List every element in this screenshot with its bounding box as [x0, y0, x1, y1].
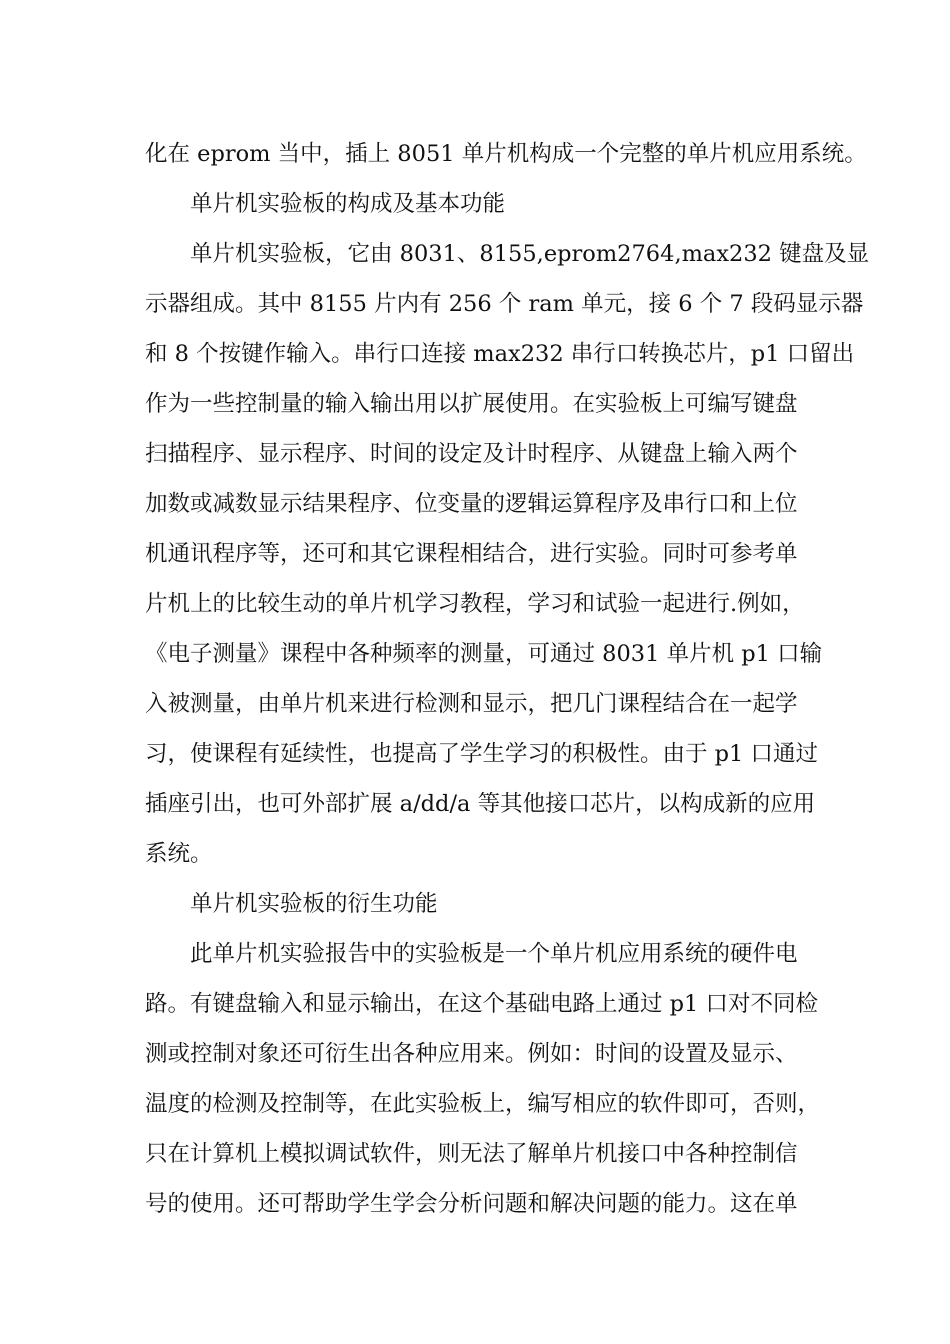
text-line: 只在计算机上模拟调试软件，则无法了解单片机接口中各种控制信	[145, 1141, 798, 1167]
text-line: 路。有键盘输入和显示输出，在这个基础电路上通过 p1 口对不同检	[145, 991, 819, 1017]
text-line: 习，使课程有延续性，也提高了学生学习的积极性。由于 p1 口通过	[145, 741, 819, 767]
text-line: 系统。	[145, 841, 213, 867]
paragraph-first-line: 单片机实验板，它由 8031、8155,eprom2764,max232 键盘及显	[190, 241, 870, 267]
text-line: 测或控制对象还可衍生出各种应用来。例如：时间的设置及显示、	[145, 1041, 798, 1067]
paragraph-first-line: 此单片机实验报告中的实验板是一个单片机应用系统的硬件电	[190, 941, 798, 967]
text-line: 号的使用。还可帮助学生学会分析问题和解决问题的能力。这在单	[145, 1191, 798, 1217]
text-line: 温度的检测及控制等，在此实验板上，编写相应的软件即可，否则，	[145, 1091, 821, 1117]
paragraph-first-line: 单片机实验板的构成及基本功能	[190, 191, 506, 217]
text-line: 机通讯程序等，还可和其它课程相结合，进行实验。同时可参考单	[145, 541, 798, 567]
text-line: 化在 eprom 当中，插上 8051 单片机构成一个完整的单片机应用系统。	[145, 141, 867, 167]
text-line: 加数或减数显示结果程序、位变量的逻辑运算程序及串行口和上位	[145, 491, 798, 517]
paragraph-first-line: 单片机实验板的衍生功能	[190, 891, 438, 917]
text-line: 示器组成。其中 8155 片内有 256 个 ram 单元，接 6 个 7 段码显示器	[145, 291, 864, 317]
text-line: 扫描程序、显示程序、时间的设定及计时程序、从键盘上输入两个	[145, 441, 798, 467]
text-line: 作为一些控制量的输入输出用以扩展使用。在实验板上可编写键盘	[145, 391, 798, 417]
text-line: 《电子测量》课程中各种频率的测量，可通过 8031 单片机 p1 口输	[145, 641, 823, 667]
document-body	[145, 129, 870, 1229]
text-line: 片机上的比较生动的单片机学习教程，学习和试验一起进行.例如，	[145, 591, 805, 617]
text-line: 入被测量，由单片机来进行检测和显示，把几门课程结合在一起学	[145, 691, 798, 717]
text-line: 和 8 个按键作输入。串行口连接 max232 串行口转换芯片，p1 口留出	[145, 341, 855, 367]
text-line: 插座引出，也可外部扩展 a/dd/a 等其他接口芯片，以构成新的应用	[145, 791, 816, 817]
